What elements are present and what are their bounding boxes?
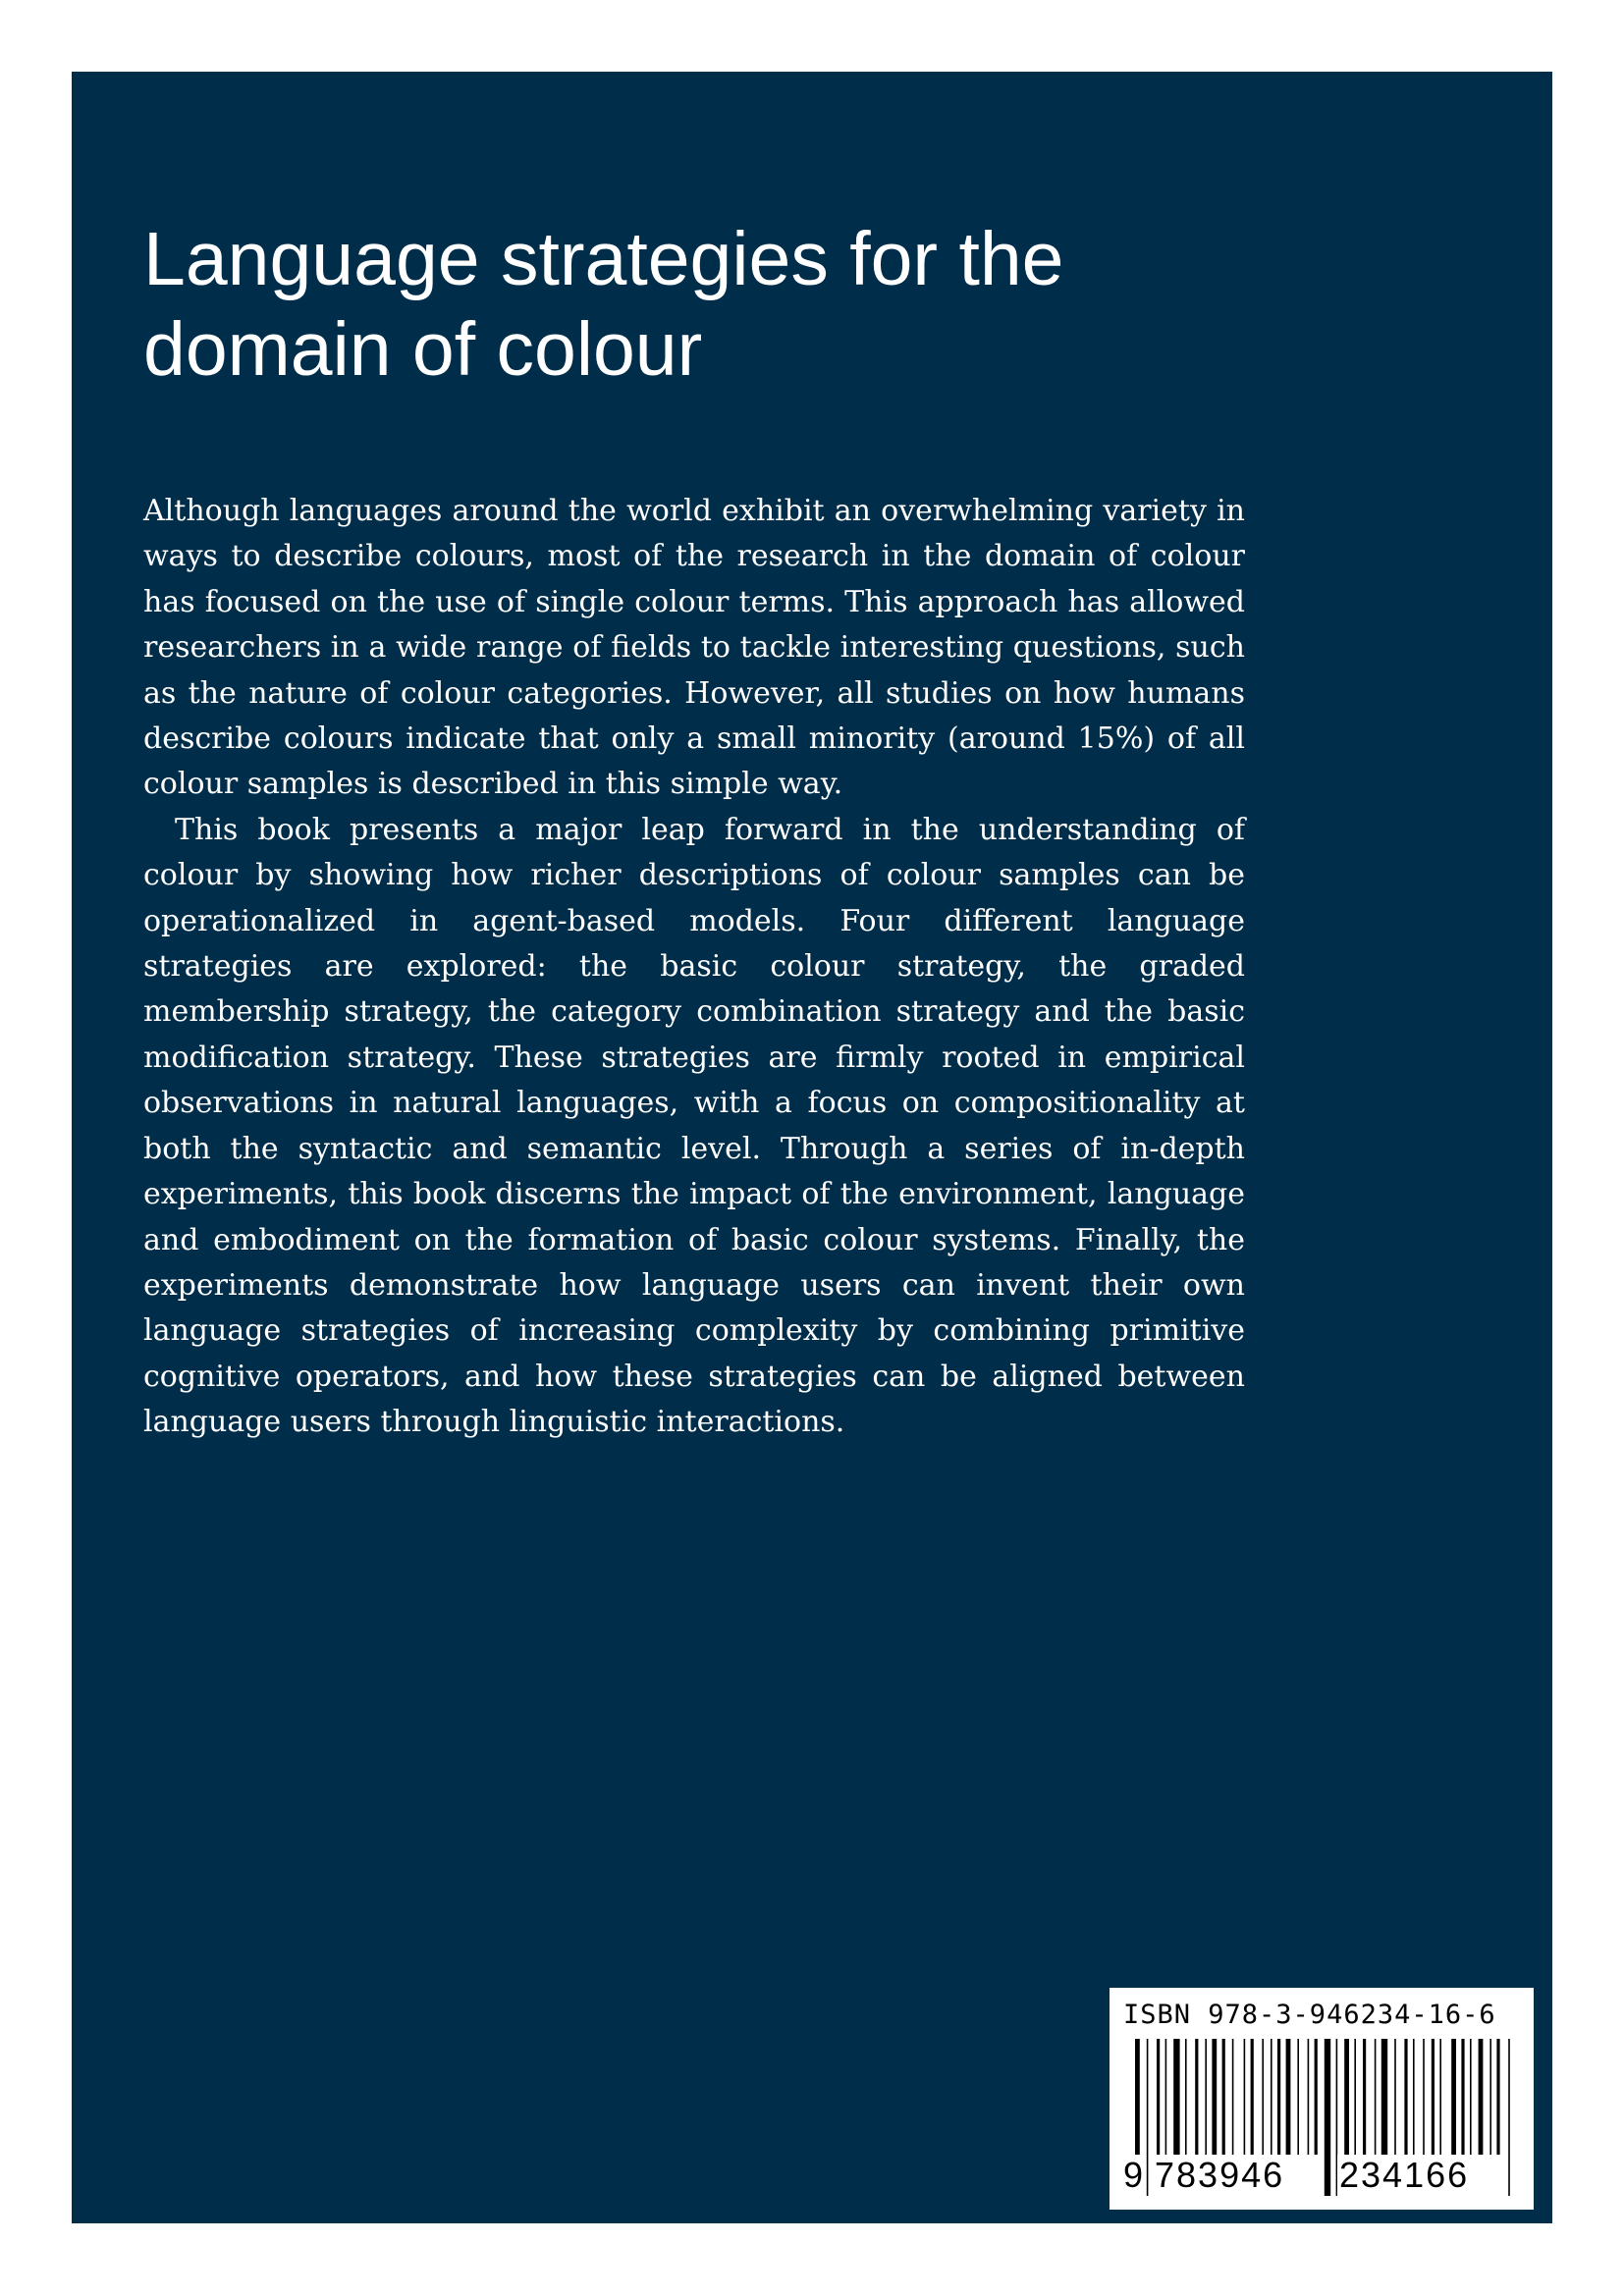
barcode-bar <box>1363 2039 1366 2155</box>
isbn-barcode <box>1110 1988 1534 2210</box>
barcode-bar <box>1165 2039 1167 2155</box>
barcode-bar <box>1479 2039 1484 2155</box>
barcode-bar <box>1496 2039 1499 2155</box>
barcode-bar <box>1173 2039 1179 2155</box>
barcode-bar <box>1470 2039 1472 2155</box>
barcode-bar <box>1222 2039 1225 2155</box>
barcode-bar <box>1195 2039 1198 2155</box>
book-title-line-1: Language strategies for the <box>143 217 1064 301</box>
book-title-line-2: domain of colour <box>143 307 703 392</box>
blurb-paragraph-1: Although languages around the world exhibit an overwhelming variety in ways to describe colours, most of the research in the domain of colour has focused on the use of single colour terms. This approach has allowed researchers in a wide range of fields to tackle interesting questions, such as the nature of colour categories. However, all studies on how humans describe colours indicate that only a small minority (around 15%) of all colour samples is described in this simple way. <box>143 494 1245 802</box>
barcode-bar <box>1354 2039 1356 2155</box>
barcode-bar <box>1212 2039 1217 2155</box>
barcode-bar <box>1423 2039 1425 2155</box>
barcode-bar <box>1461 2039 1464 2155</box>
barcode-bar <box>1439 2039 1441 2155</box>
book-title <box>143 214 1371 395</box>
barcode-bar <box>1157 2039 1160 2155</box>
barcode-bar <box>1297 2039 1299 2155</box>
barcode-bar <box>1315 2039 1318 2155</box>
book-back-cover <box>72 72 1552 2223</box>
barcode-bar <box>1394 2039 1396 2155</box>
barcode-bar <box>1308 2039 1310 2155</box>
barcode-bar <box>1404 2039 1407 2155</box>
barcode-bar <box>1375 2039 1377 2155</box>
blurb-paragraph-2: This book presents a major leap forward in the understanding of colour by showing how richer descriptions of colour samples can be operationalized in agent-based models. Four different language strategies are explored: the basic colour strategy, the graded membership strategy, the category combination strategy and the basic modification strategy. These strategies are firmly rooted in empirical observations in natural languages, with a focus on compositionality at both the syntactic and semantic level. Through a series of in-depth experiments, this book discerns the impact of the environment, language and embodiment on the formation of basic colour systems. Finally, the experiments demonstrate how language users can invent their own language strategies of increasing complexity by combining primitive cognitive operators, and how these strategies can be aligned between language users through linguistic interactions. <box>143 812 1245 1440</box>
barcode-bar <box>1251 2039 1254 2155</box>
barcode-bar <box>1344 2039 1349 2155</box>
barcode-bar <box>1325 2039 1330 2196</box>
barcode-bar <box>1244 2039 1246 2155</box>
barcode-bar <box>1205 2039 1207 2155</box>
barcode-bar <box>1262 2039 1264 2155</box>
barcode-bar <box>1381 2039 1387 2155</box>
barcode-bar <box>1451 2039 1456 2155</box>
barcode-bar <box>1185 2039 1187 2155</box>
barcode-digits-right-group: 234166 <box>1339 2155 1470 2195</box>
barcode-bar <box>1277 2039 1280 2155</box>
isbn-label: ISBN 978-3-946234-16-6 <box>1123 2000 1496 2030</box>
barcode-bar <box>1147 2039 1149 2196</box>
barcode-bar <box>1232 2039 1234 2155</box>
barcode-bar <box>1489 2039 1491 2155</box>
barcode-bar <box>1286 2039 1291 2155</box>
barcode-bar <box>1413 2039 1415 2155</box>
barcode-bar <box>1508 2039 1510 2196</box>
blurb-text <box>143 489 1245 1446</box>
barcode-digit-first: 9 <box>1123 2155 1144 2195</box>
barcode-bar <box>1271 2039 1272 2155</box>
barcode-digits-left-group: 783946 <box>1155 2155 1285 2195</box>
barcode-bar <box>1432 2039 1435 2155</box>
